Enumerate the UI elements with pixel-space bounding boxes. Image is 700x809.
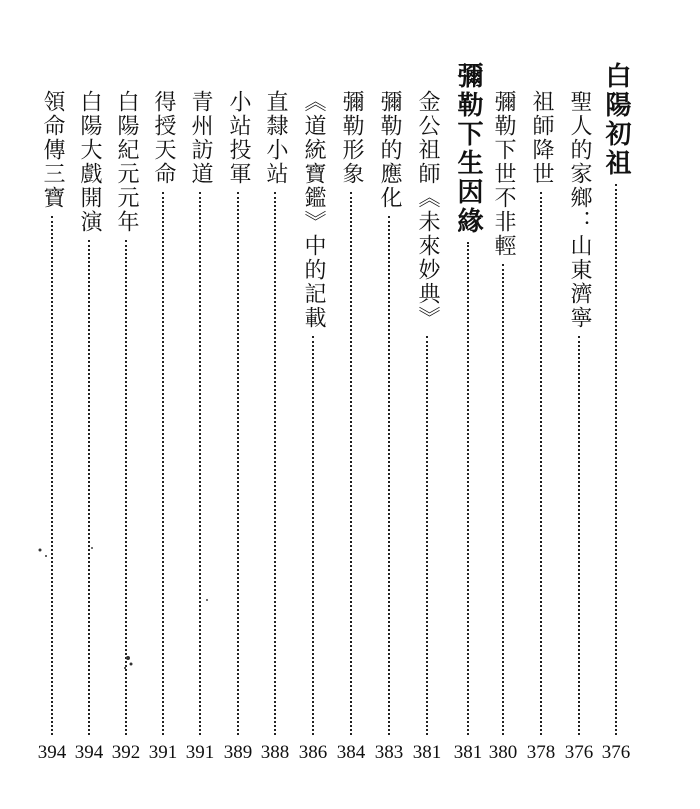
dot-leader [467, 242, 469, 735]
toc-entry-title: 白陽大戲開演 [77, 90, 102, 234]
dot-leader [199, 192, 201, 735]
toc-page-number: 389 [223, 742, 253, 763]
toc-entry[interactable] [372, 0, 406, 809]
toc-entry-title: 小站投軍 [226, 90, 251, 186]
toc-page-number: 392 [111, 742, 141, 763]
dot-leader [237, 192, 239, 735]
toc-entry-title: 直隸小站 [263, 90, 288, 186]
toc-entry-title: 彌勒下世不非輕 [491, 90, 516, 258]
toc-page-number: 388 [260, 742, 290, 763]
toc-entry[interactable] [221, 0, 255, 809]
toc-entry-title: 白陽紀元元年 [114, 90, 139, 234]
toc-entry-title: 金公祖師《未來妙典》 [415, 90, 440, 330]
toc-entry-title: 得授天命 [151, 90, 176, 186]
toc-entry[interactable] [258, 0, 292, 809]
toc-page-number: 394 [74, 742, 104, 763]
toc-entry-title: 祖師降世 [529, 90, 554, 186]
dot-leader [51, 216, 53, 735]
toc-page-number: 386 [298, 742, 328, 763]
dot-leader [88, 240, 90, 735]
toc-page-number: 376 [601, 742, 631, 763]
dot-leader [312, 336, 314, 735]
dot-leader [615, 184, 617, 735]
toc-page-number: 384 [336, 742, 366, 763]
dot-leader [350, 192, 352, 735]
dot-leader [162, 192, 164, 735]
toc-entry-title: 彌勒下生因緣 [453, 62, 483, 236]
toc-entry[interactable] [72, 0, 106, 809]
toc-page-number: 381 [453, 742, 483, 763]
dot-leader [426, 336, 428, 735]
toc-page-number: 391 [148, 742, 178, 763]
toc-entry[interactable] [524, 0, 558, 809]
toc-entry[interactable] [109, 0, 143, 809]
toc-entry[interactable] [296, 0, 330, 809]
toc-entry[interactable] [451, 0, 485, 809]
toc-page-number: 378 [526, 742, 556, 763]
toc-entry-title: 領命傳三寶 [40, 90, 65, 210]
toc-entry-title: 白陽初祖 [601, 62, 631, 178]
toc-page-number: 380 [488, 742, 518, 763]
toc-entry[interactable] [35, 0, 69, 809]
toc-entry-title: 彌勒的應化 [377, 90, 402, 210]
toc-entry[interactable] [486, 0, 520, 809]
dot-leader [540, 192, 542, 735]
toc-page-number: 394 [37, 742, 67, 763]
toc-entry[interactable] [334, 0, 368, 809]
toc-entry-title: 青州訪道 [188, 90, 213, 186]
toc-entry-title: 聖人的家鄉：山東濟寧 [567, 90, 592, 330]
dot-leader [274, 192, 276, 735]
toc-entry[interactable] [183, 0, 217, 809]
toc-entry[interactable] [599, 0, 633, 809]
dot-leader [502, 264, 504, 735]
toc-page-number: 376 [564, 742, 594, 763]
toc-entry-title: 《道統寶鑑》中的記載 [301, 90, 326, 330]
toc-entry[interactable] [562, 0, 596, 809]
toc-page-number: 383 [374, 742, 404, 763]
toc-entry[interactable] [146, 0, 180, 809]
dot-leader [578, 336, 580, 735]
dot-leader [388, 216, 390, 735]
toc-entry[interactable] [410, 0, 444, 809]
toc-entry-title: 彌勒形象 [339, 90, 364, 186]
dot-leader [125, 240, 127, 735]
toc-page-number: 391 [185, 742, 215, 763]
toc-page-number: 381 [412, 742, 442, 763]
